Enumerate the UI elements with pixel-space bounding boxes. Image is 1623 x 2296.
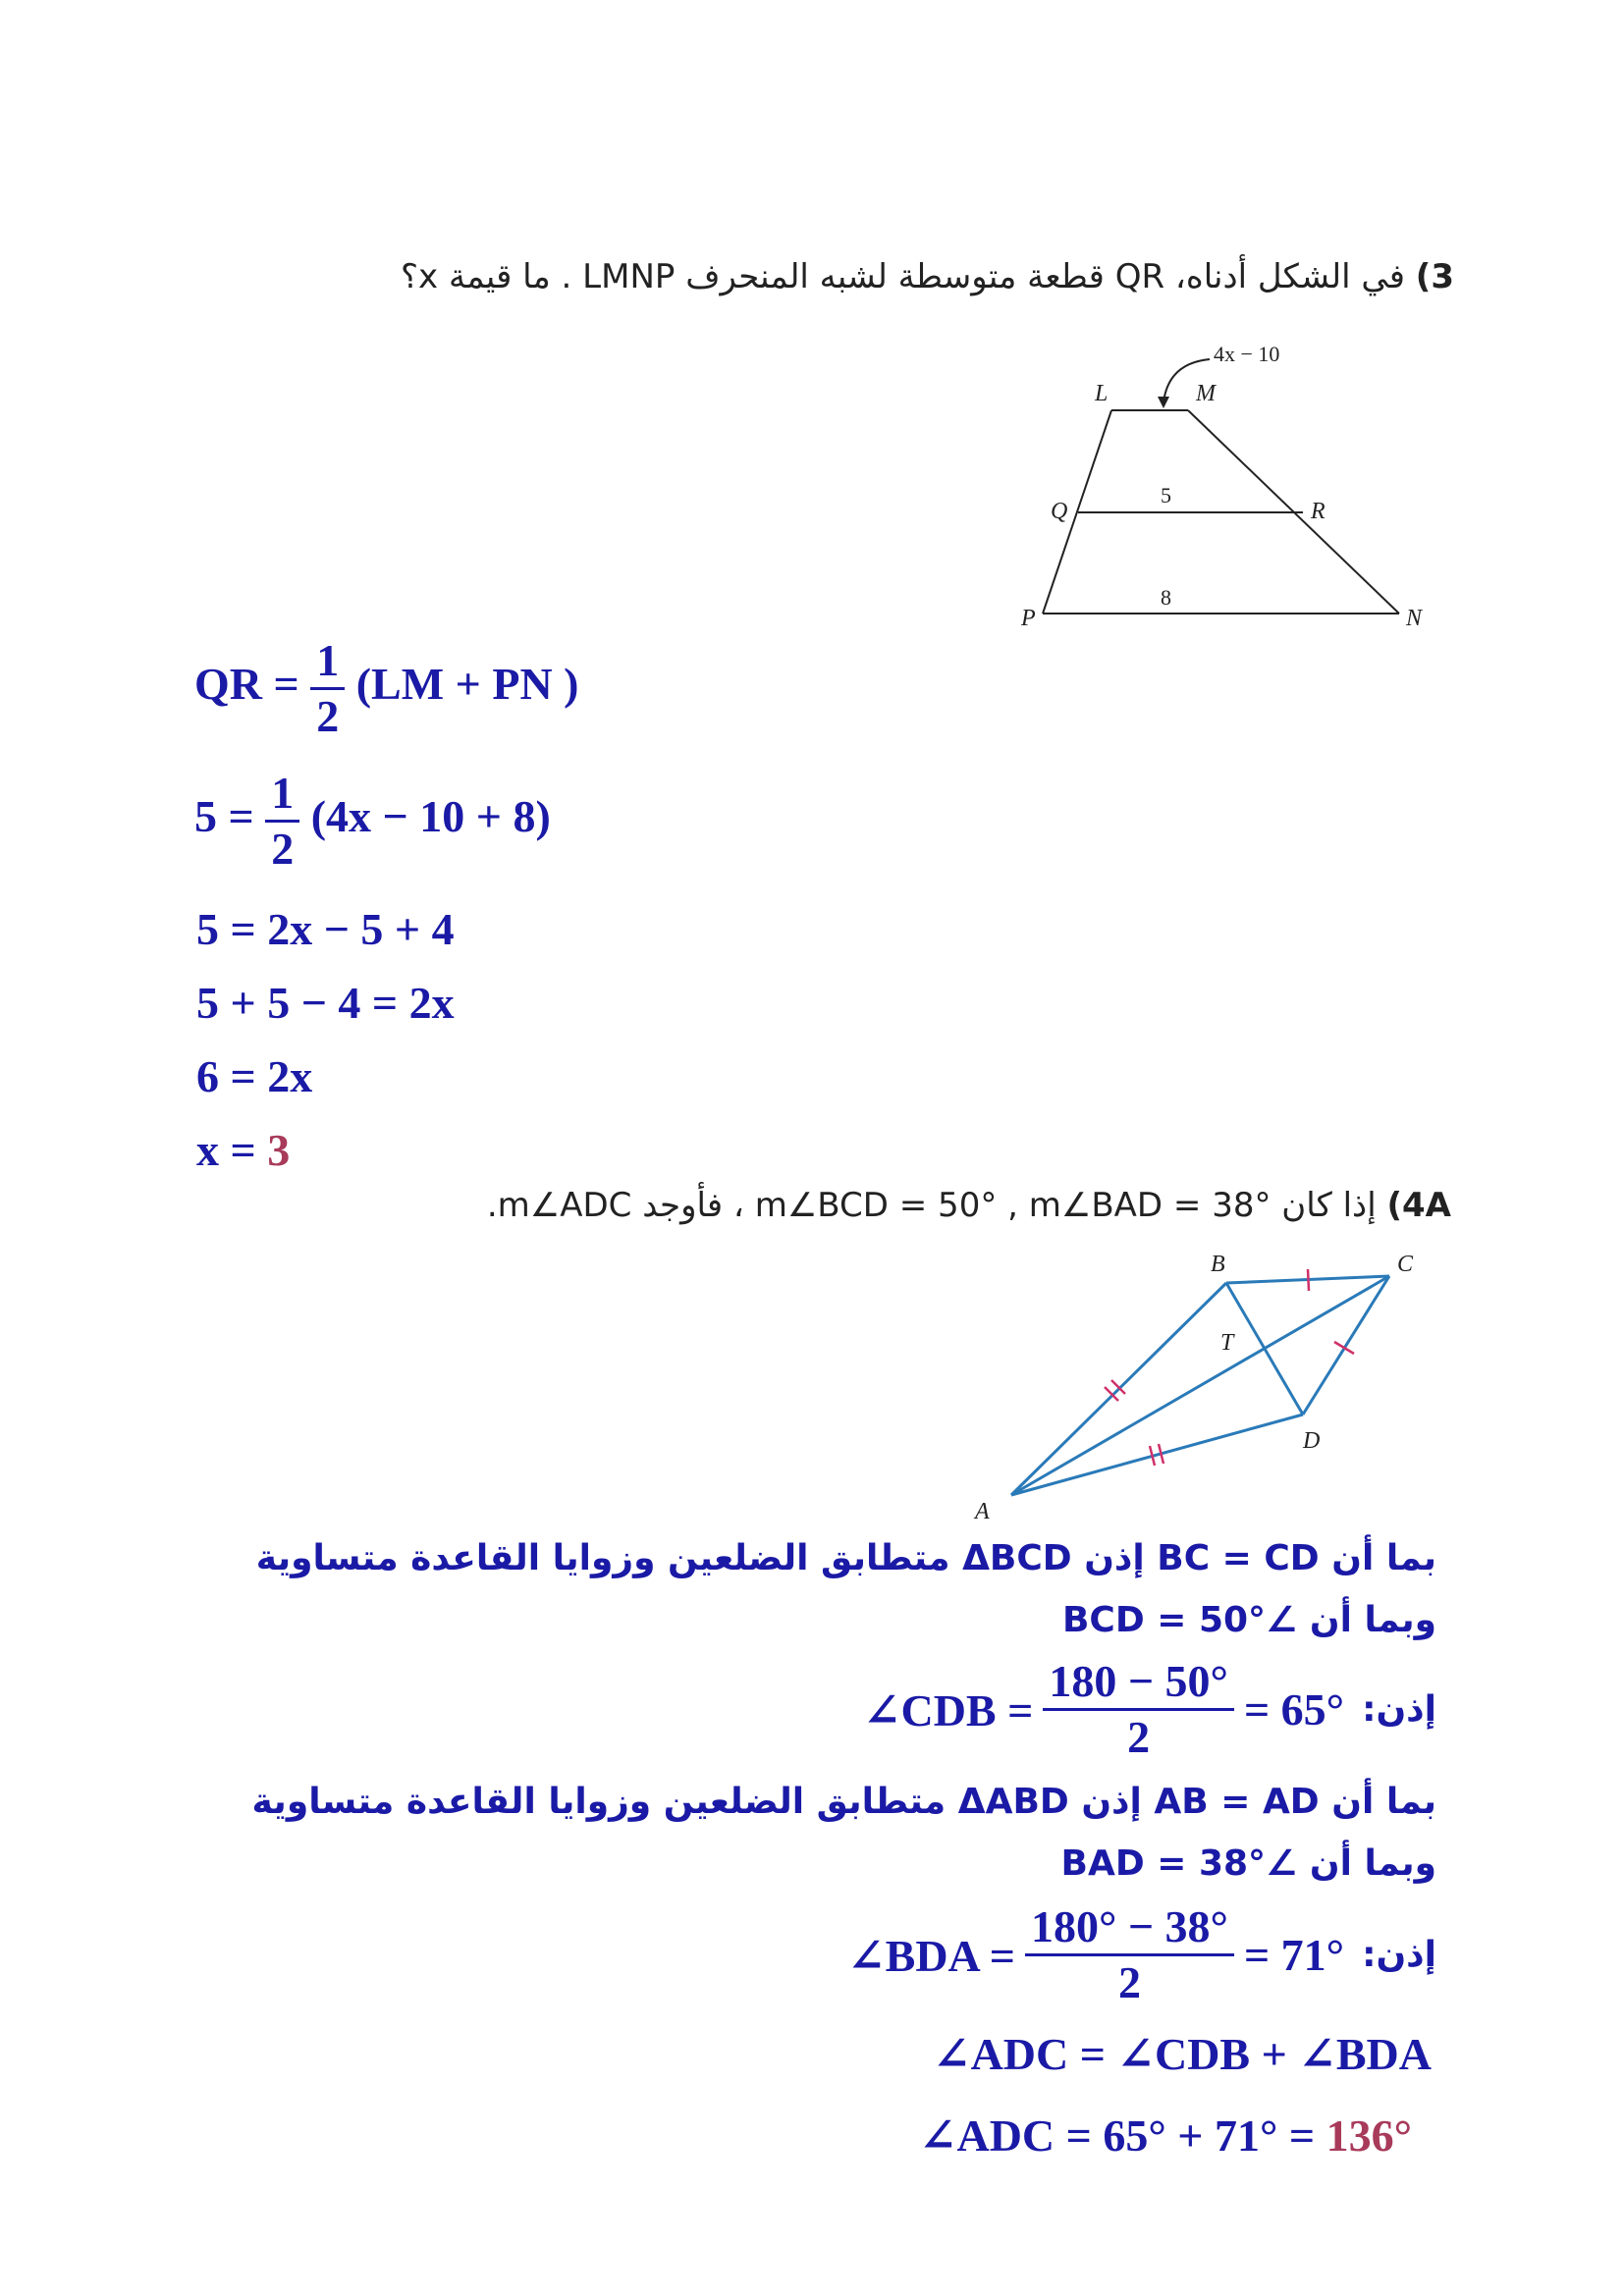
cdb-denominator: 2 xyxy=(1127,1712,1151,1762)
fraction-denominator: 2 xyxy=(316,691,340,741)
p4-line-7: ∠ADC = ∠CDB + ∠BDA xyxy=(933,2029,1432,2079)
cdb-fraction xyxy=(1043,1656,1234,1762)
bda-lhs: ∠BDA = xyxy=(847,1930,1015,1981)
label-t: T xyxy=(1220,1330,1234,1356)
label-d: D xyxy=(1303,1428,1321,1454)
p3-answer: 3 xyxy=(267,1125,291,1175)
p3-line-1 xyxy=(194,635,579,741)
p4-line-3-math xyxy=(862,1656,1345,1762)
label-r: R xyxy=(1311,499,1325,524)
p4-line-5: وبما أن ∠BAD = 38° xyxy=(1060,1843,1436,1884)
p3-line-5: 6 = 2x xyxy=(196,1051,313,1101)
problem-4a-number: 4A) xyxy=(1386,1186,1451,1225)
fraction-numerator: 1 xyxy=(310,638,345,690)
tick-bc xyxy=(1308,1269,1309,1291)
diagonal-bd xyxy=(1226,1283,1303,1415)
cdb-numerator: 180 − 50° xyxy=(1043,1659,1234,1711)
p4-line-3 xyxy=(862,1656,1436,1762)
problem-4a-statement: إذا كان m∠BCD = 50° , m∠BAD = 38° ، فأوجد m∠ADC. xyxy=(486,1186,1377,1225)
fraction-half-2 xyxy=(265,768,299,874)
label-m: M xyxy=(1196,381,1216,406)
problem-3-text xyxy=(401,257,1454,296)
bda-numerator: 180° − 38° xyxy=(1025,1904,1234,1956)
p4-line-6 xyxy=(847,1901,1436,2007)
bda-fraction xyxy=(1025,1901,1234,2007)
problem-3-statement: في الشكل أدناه، QR قطعة متوسطة لشبه المنحرف LMNP . ما قيمة x؟ xyxy=(400,257,1405,296)
p3-line-2-lhs: 5 = xyxy=(194,791,254,842)
label-c: C xyxy=(1397,1252,1414,1277)
bottom-base-length: 8 xyxy=(1161,585,1171,610)
p4-line-8 xyxy=(919,2109,1412,2162)
bda-denominator: 2 xyxy=(1117,1957,1141,2007)
problem-3-number: 3) xyxy=(1415,257,1454,296)
label-b: B xyxy=(1211,1252,1225,1277)
p4-line-1: بما أن BC = CD إذن ΔBCD متطابق الضلعين وزوايا القاعدة متساوية xyxy=(255,1538,1436,1578)
cdb-lhs: ∠CDB = xyxy=(862,1684,1034,1735)
p4-answer: 136° xyxy=(1325,2110,1412,2161)
p3-line-6 xyxy=(196,1124,290,1176)
label-q: Q xyxy=(1051,499,1068,524)
therefore-label: إذن: xyxy=(1362,1689,1436,1730)
top-base-expression: 4x − 10 xyxy=(1214,342,1280,366)
pointer-arrowhead xyxy=(1158,397,1169,408)
label-a: A xyxy=(975,1499,990,1524)
p3-line-2-rhs: (4x − 10 + 8) xyxy=(310,791,551,842)
p3-line-1-lhs: QR = xyxy=(194,659,299,710)
p3-line-4: 5 + 5 − 4 = 2x xyxy=(196,978,455,1028)
p3-line-1-rhs: (LM + PN ) xyxy=(355,659,579,710)
p3-x-label: x = xyxy=(196,1125,256,1175)
fraction-numerator: 1 xyxy=(265,771,299,823)
fraction-half xyxy=(310,635,345,741)
adc-sum: ∠ADC = 65° + 71° = xyxy=(918,2110,1316,2161)
tick-ab xyxy=(1105,1380,1125,1401)
cdb-result: = 65° xyxy=(1243,1684,1345,1735)
kite-figure xyxy=(957,1242,1448,1526)
fraction-denominator: 2 xyxy=(271,824,295,874)
midsegment-length: 5 xyxy=(1161,483,1171,507)
label-n: N xyxy=(1406,606,1423,628)
p3-line-3: 5 = 2x − 5 + 4 xyxy=(196,904,455,954)
p4-line-4: بما أن AB = AD إذن ΔABD متطابق الضلعين وزوايا القاعدة متساوية xyxy=(251,1782,1436,1822)
therefore-label-2: إذن: xyxy=(1362,1935,1436,1975)
label-p: P xyxy=(1021,606,1036,628)
side-cd xyxy=(1303,1276,1389,1415)
problem-4a-text xyxy=(487,1186,1451,1225)
p4-line-6-math xyxy=(847,1901,1345,2007)
side-ad xyxy=(1011,1415,1303,1495)
tick-cd xyxy=(1334,1342,1354,1354)
trapezoid-figure xyxy=(992,334,1453,628)
label-l: L xyxy=(1095,381,1109,406)
p4-line-2: وبما أن ∠BCD = 50° xyxy=(1061,1600,1436,1640)
bda-result: = 71° xyxy=(1243,1930,1345,1980)
p3-line-2 xyxy=(194,768,551,874)
